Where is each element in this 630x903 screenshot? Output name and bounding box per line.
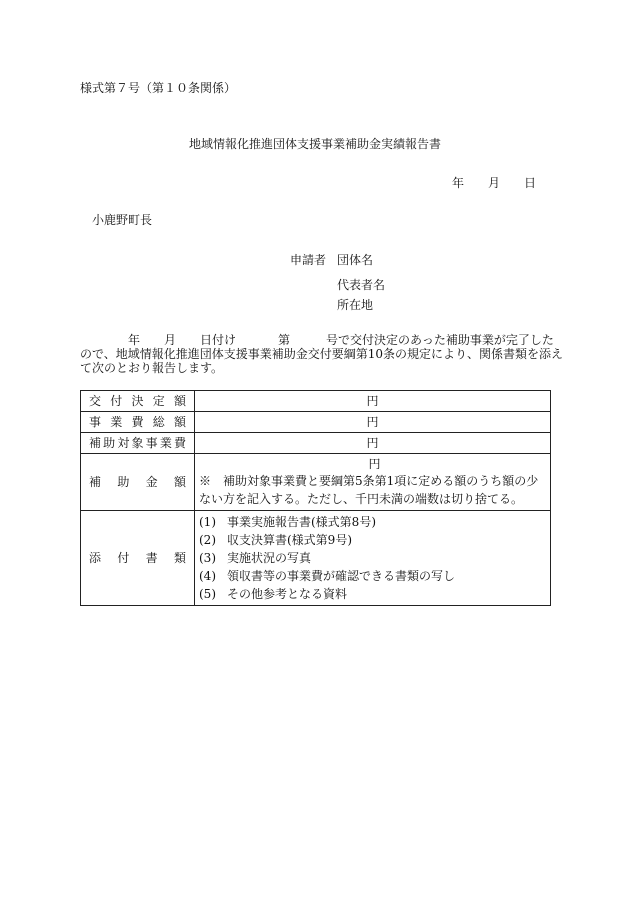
summary-table (80, 390, 551, 606)
attachment-number: (4) (199, 569, 216, 583)
body-date-suffix: 日付け (200, 333, 237, 347)
attachment-number: (5) (199, 587, 216, 601)
body-month-label: 月 (164, 333, 177, 347)
document-title: 地域情報化推進団体支援事業補助金実績報告書 (188, 137, 441, 151)
table-row-eligible-cost (81, 433, 551, 454)
date-month-label: 月 (488, 176, 501, 190)
table-row-subsidy (81, 454, 551, 511)
attachments-list (195, 511, 550, 605)
subsidy-note: ※ 補助対象事業費と要綱第5条第1項に定める額のうち額の少ない方を記入する。ただし、千円未満の端数は切り捨てる。 (199, 474, 539, 506)
attachments-cell (195, 511, 551, 606)
list-item (199, 585, 550, 603)
attachment-text: 収支決算書(様式第9号) (227, 533, 352, 547)
body-text-line-3: て次のとおり報告します。 (80, 361, 224, 375)
grant-decision-label: 交付決定額 (81, 391, 195, 412)
address-label: 所在地 (337, 298, 374, 312)
table-row-total-cost (81, 412, 551, 433)
addressee: 小鹿野町長 (92, 213, 153, 227)
body-text-line-1: 号で交付決定のあった補助事業が完了した (326, 333, 554, 347)
grant-decision-amount: 円 (195, 391, 551, 412)
attachment-text: その他参考となる資料 (227, 587, 348, 601)
attachments-label: 添 付 書 類 (81, 511, 195, 606)
subsidy-amount: 円 (368, 457, 381, 471)
list-item (199, 531, 550, 549)
date-year-label: 年 (452, 176, 465, 190)
form-number: 様式第７号（第１０条関係） (80, 81, 237, 95)
list-item (199, 567, 550, 585)
table-row-grant-decision (81, 391, 551, 412)
total-cost-label: 事業費総額 (81, 412, 195, 433)
body-year-label: 年 (128, 333, 141, 347)
applicant-label: 申請者 (290, 253, 327, 267)
representative-label: 代表者名 (337, 278, 386, 292)
group-name-label: 団体名 (337, 253, 374, 267)
subsidy-cell (195, 454, 551, 511)
subsidy-label: 補 助 金 額 (81, 454, 195, 511)
body-text-line-2: ので、地域情報化推進団体支援事業補助金交付要綱第10条の規定により、関係書類を添え (80, 347, 564, 361)
attachment-number: (2) (199, 533, 216, 547)
attachment-number: (3) (199, 551, 216, 565)
attachment-text: 事業実施報告書(様式第8号) (227, 515, 376, 529)
list-item (199, 549, 550, 567)
attachment-text: 領収書等の事業費が確認できる書類の写し (227, 569, 456, 583)
eligible-cost-label: 補助対象事業費 (81, 433, 195, 454)
table-row-attachments (81, 511, 551, 606)
attachment-number: (1) (199, 515, 216, 529)
attachment-text: 実施状況の写真 (227, 551, 312, 565)
total-cost-amount: 円 (195, 412, 551, 433)
date-day-label: 日 (524, 176, 537, 190)
list-item (199, 513, 550, 531)
body-number-prefix: 第 (278, 333, 291, 347)
eligible-cost-amount: 円 (195, 433, 551, 454)
